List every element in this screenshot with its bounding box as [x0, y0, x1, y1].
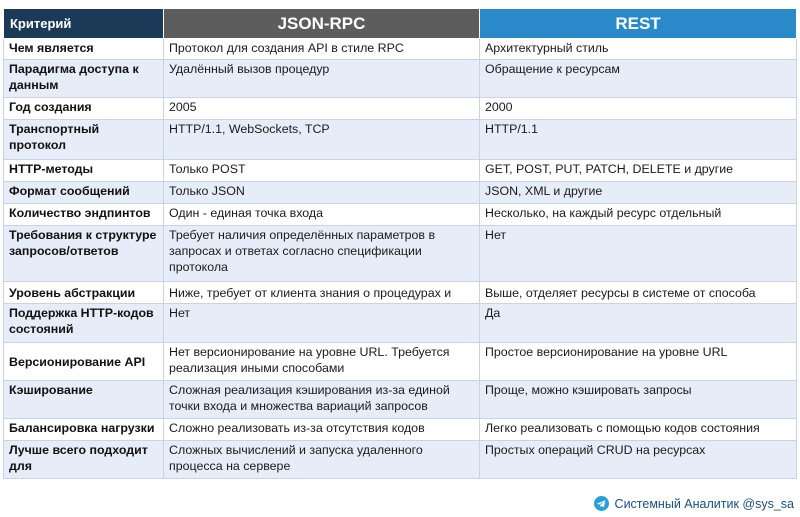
table-row [4, 343, 797, 381]
rest-cell: Архитектурный стиль [480, 39, 797, 60]
rest-cell: Простое версионирование на уровне URL [480, 343, 797, 381]
rest-cell: HTTP/1.1 [480, 120, 797, 160]
table-row [4, 441, 797, 479]
criterion-cell: Парадигма доступа к данным [4, 60, 164, 98]
table-row [4, 39, 797, 60]
telegram-icon [594, 496, 609, 511]
criterion-cell: Балансировка нагрузки [4, 419, 164, 441]
rest-cell: JSON, XML и другие [480, 182, 797, 204]
header-json-rpc: JSON-RPC [164, 9, 480, 39]
criterion-cell: Транспортный протокол [4, 120, 164, 160]
criterion-cell: Чем является [4, 39, 164, 60]
json-rpc-cell: Только JSON [164, 182, 480, 204]
json-rpc-cell: Сложно реализовать из-за отсутствия кодов [164, 419, 480, 441]
criterion-cell: Количество эндпинтов [4, 204, 164, 226]
rest-cell: Простых операций CRUD на ресурсах [480, 441, 797, 479]
rest-cell: 2000 [480, 98, 797, 120]
json-rpc-cell: Один - единая точка входа [164, 204, 480, 226]
json-rpc-cell: Ниже, требует от клиента знания о процедурах и [164, 282, 480, 304]
rest-cell: Нет [480, 226, 797, 282]
json-rpc-cell: 2005 [164, 98, 480, 120]
criterion-cell: Лучше всего подходит для [4, 441, 164, 479]
header-rest: REST [480, 9, 797, 39]
rest-cell: Да [480, 304, 797, 343]
json-rpc-cell: Удалённый вызов процедур [164, 60, 480, 98]
rest-cell: Несколько, на каждый ресурс отдельный [480, 204, 797, 226]
table-row [4, 304, 797, 343]
table-row [4, 120, 797, 160]
rest-cell: Выше, отделяет ресурсы в системе от способа [480, 282, 797, 304]
channel-credit: Системный Аналитик @sys_sa [614, 496, 794, 511]
rest-cell: Обращение к ресурсам [480, 60, 797, 98]
table-row [4, 419, 797, 441]
table-row [4, 226, 797, 282]
criterion-cell: Уровень абстракции [4, 282, 164, 304]
json-rpc-cell: Нет версионирование на уровне URL. Требуется реализация иными способами [164, 343, 480, 381]
table-row [4, 282, 797, 304]
json-rpc-cell: Нет [164, 304, 480, 343]
json-rpc-cell: Только POST [164, 160, 480, 182]
table-row [4, 98, 797, 120]
json-rpc-cell: Сложная реализация кэширования из-за единой точки входа и множества вариаций запросов [164, 381, 480, 419]
json-rpc-cell: Сложных вычислений и запуска удаленного процесса на сервере [164, 441, 480, 479]
header-row [4, 9, 797, 39]
rest-cell: Легко реализовать с помощью кодов состояния [480, 419, 797, 441]
rest-cell: Проще, можно кэшировать запросы [480, 381, 797, 419]
comparison-table [3, 8, 797, 479]
header-criterion: Критерий [4, 9, 164, 39]
table-row [4, 182, 797, 204]
criterion-cell: HTTP-методы [4, 160, 164, 182]
criterion-cell: Требования к структуре запросов/ответов [4, 226, 164, 282]
criterion-cell: Год создания [4, 98, 164, 120]
rest-cell: GET, POST, PUT, PATCH, DELETE и другие [480, 160, 797, 182]
footer-credit [594, 496, 794, 511]
criterion-cell: Формат сообщений [4, 182, 164, 204]
json-rpc-cell: HTTP/1.1, WebSockets, TCP [164, 120, 480, 160]
json-rpc-cell: Протокол для создания API в стиле RPC [164, 39, 480, 60]
criterion-cell: Версионирование API [4, 343, 164, 381]
table-row [4, 204, 797, 226]
table-row [4, 60, 797, 98]
criterion-cell: Поддержка HTTP-кодов состояний [4, 304, 164, 343]
criterion-cell: Кэширование [4, 381, 164, 419]
table-row [4, 160, 797, 182]
table-row [4, 381, 797, 419]
json-rpc-cell: Требует наличия определённых параметров в запросах и ответах согласно спецификации протокола [164, 226, 480, 282]
